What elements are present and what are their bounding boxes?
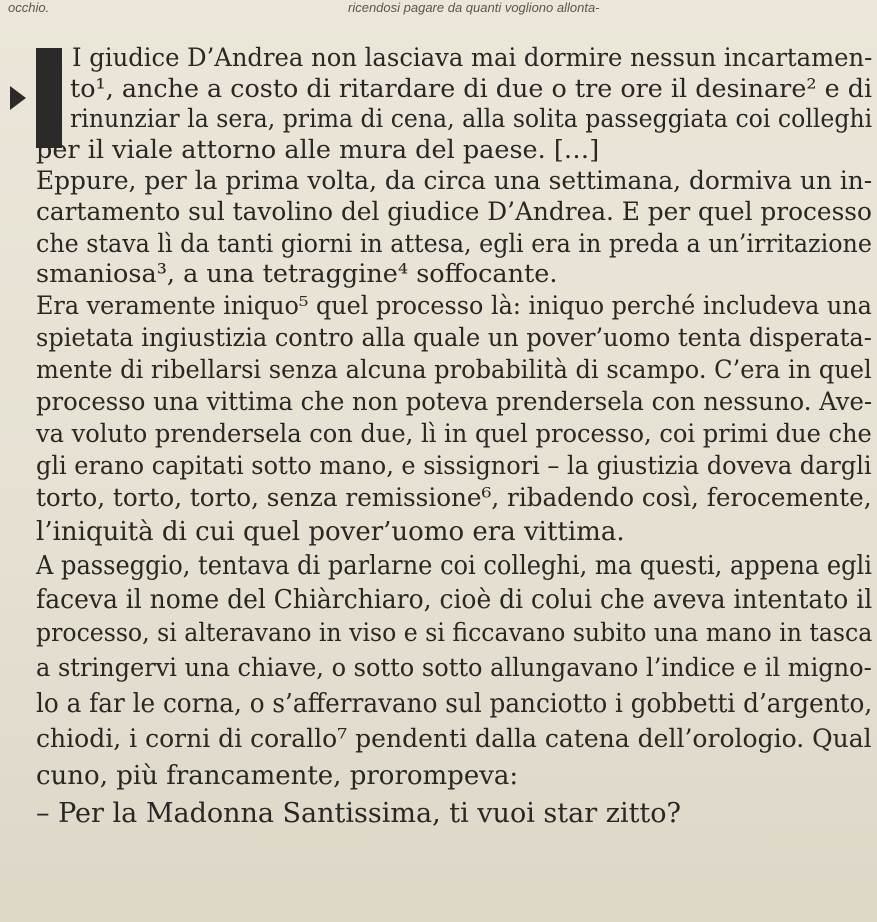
top-right-fragment: ricendosi pagare da quanti vogliono allonta-	[348, 0, 600, 15]
text-line-5: Eppure, per la prima volta, da circa una settimana, dormiva un in-	[36, 166, 873, 196]
text-line-16: l’iniquità di cui quel pover’uomo era vittima.	[36, 517, 625, 547]
text-line-3: rinunziar la sera, prima di cena, alla solita passeggiata coi colleghi	[70, 104, 873, 134]
text-line-10: spietata ingiustizia contro alla quale un pover’uomo tenta disperata-	[36, 323, 872, 352]
text-line-9: Era veramente iniquo⁵ quel processo là: iniquo perché includeva una	[36, 291, 872, 320]
text-line-24: – Per la Madonna Santissima, ti vuoi star zitto?	[36, 798, 682, 829]
text-line-7: che stava lì da tanti giorni in attesa, egli era in preda a un’irritazione	[36, 229, 872, 258]
text-line-17: A passeggio, tentava di parlarne coi colleghi, ma questi, appena egli	[36, 551, 872, 581]
text-line-14: gli erano capitati sotto mano, e sissignori – la giustizia doveva dargli	[36, 451, 872, 480]
text-line-12: processo una vittima che non poteva prendersela con nessuno. Ave-	[36, 387, 873, 416]
top-left-fragment: occhio.	[8, 0, 50, 15]
text-line-19: processo, si alteravano in viso e si ficcavano subito una mano in tasca	[36, 618, 873, 648]
text-line-11: mente di ribellarsi senza alcuna probabilità di scampo. C’era in quel	[36, 355, 872, 384]
text-line-4: per il viale attorno alle mura del paese. […]	[36, 135, 600, 165]
text-line-15: torto, torto, torto, senza remissione⁶, ribadendo così, ferocemente,	[36, 483, 872, 513]
text-line-21: lo a far le corna, o s’afferravano sul panciotto i gobbetti d’argento,	[36, 689, 873, 719]
text-line-13: va voluto prendersela con due, lì in quel processo, coi primi due che	[36, 419, 872, 448]
text-line-18: faceva il nome del Chiàrchiaro, cioè di colui che aveva intentato il	[36, 585, 873, 615]
text-line-2: to¹, anche a costo di ritardare di due o tre ore il desinare² e di	[70, 74, 873, 104]
text-line-6: cartamento sul tavolino del giudice D’Andrea. E per quel processo	[36, 197, 872, 227]
text-line-23: cuno, più francamente, prorompeva:	[36, 761, 519, 791]
text-line-20: a stringervi una chiave, o sotto sotto allungavano l’indice e il migno-	[36, 653, 872, 683]
text-line-8: smaniosa³, a una tetraggine⁴ soffocante.	[36, 259, 558, 289]
text-line-22: chiodi, i corni di corallo⁷ pendenti dalla catena dell’orologio. Qual	[36, 724, 872, 754]
text-line-1: I giudice D’Andrea non lasciava mai dormire nessun incartamen-	[72, 43, 873, 73]
